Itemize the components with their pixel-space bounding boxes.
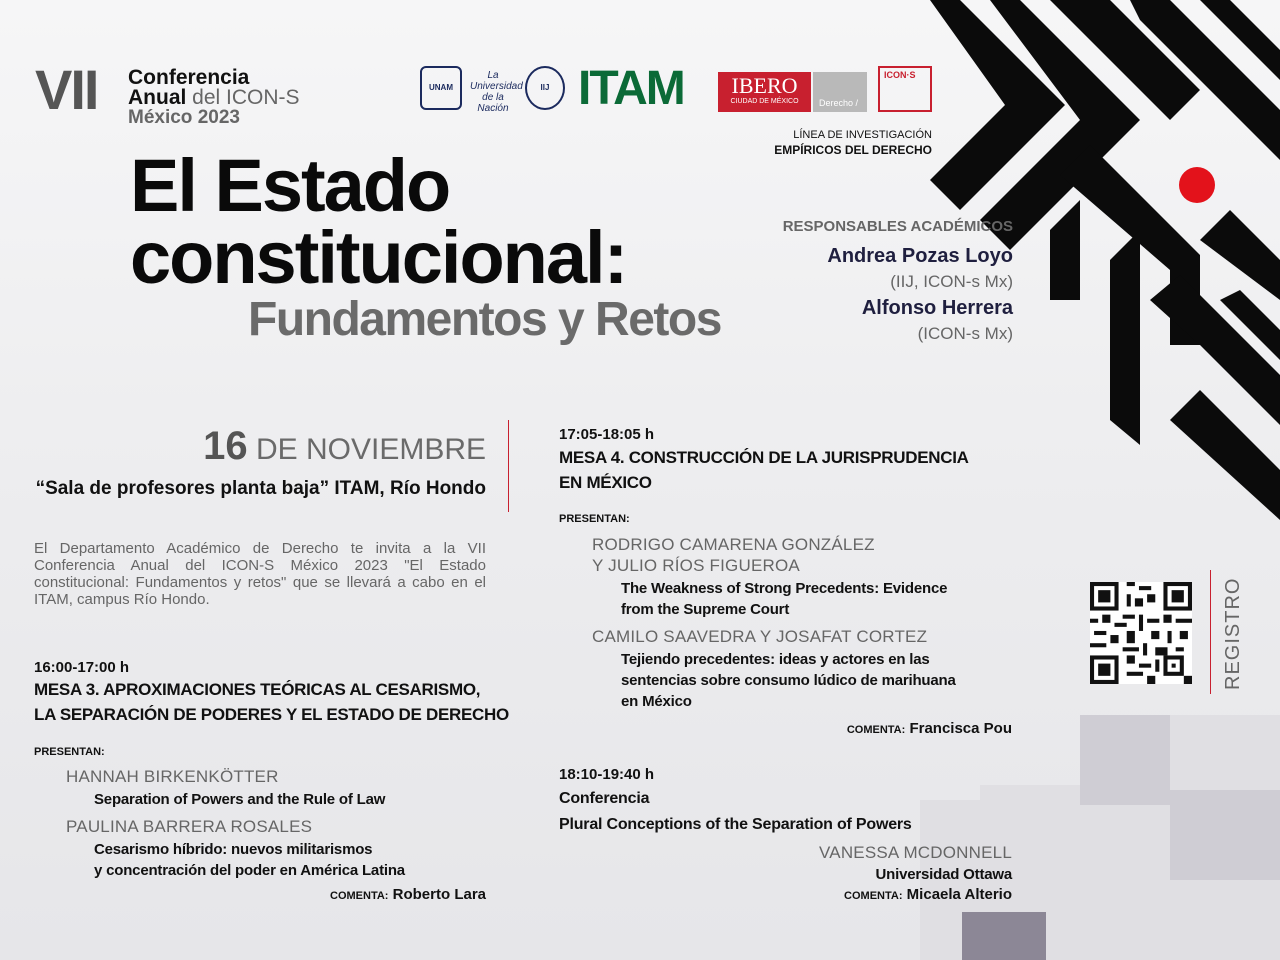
responsable-name-1: Andrea Pozas Loyo xyxy=(827,245,1013,267)
mesa4-paper-2-line2: sentencias sobre consumo lúdico de marihuana xyxy=(621,672,956,689)
mesa4-paper-1-line2: from the Supreme Court xyxy=(621,601,790,618)
qr-code-icon xyxy=(1090,582,1192,684)
mesa4-speaker-1-line1: RODRIGO CAMARENA GONZÁLEZ xyxy=(592,535,875,554)
sponsor-logos xyxy=(420,64,935,114)
responsable-affiliation-1: (IIJ, ICON-s Mx) xyxy=(890,272,1013,291)
mesa4-paper-1 xyxy=(621,578,947,620)
mesa3-paper-1: Separation of Powers and the Rule of Law xyxy=(94,791,386,808)
mesa3-paper-2-line1: Cesarismo híbrido: nuevos militarismos xyxy=(94,841,373,858)
edition-number: VII xyxy=(35,58,98,121)
mesa3-presentan: PRESENTAN: xyxy=(34,746,105,758)
mesa3-time: 16:00-17:00 h xyxy=(34,659,130,676)
conferencia-title: Plural Conceptions of the Separation of Powers xyxy=(559,816,912,833)
registration-qr-code[interactable] xyxy=(1090,582,1192,684)
event-venue: “Sala de profesores planta baja” ITAM, Río Hondo xyxy=(35,478,486,499)
research-line xyxy=(700,128,932,159)
mesa4-comenta: COMENTA: Francisca Pou xyxy=(846,720,1012,737)
conferencia-label: Conferencia xyxy=(559,790,650,807)
conference-line1: Conferencia xyxy=(128,66,250,89)
mesa4-title-line2: EN MÉXICO xyxy=(559,473,652,492)
mesa3-title-line2: LA SEPARACIÓN DE PODERES Y EL ESTADO DE DERECHO xyxy=(34,705,509,724)
icon-s-logo: ICON·S xyxy=(878,66,932,112)
conference-line2: Anual del ICON-S xyxy=(128,86,300,109)
divider-line xyxy=(508,420,509,512)
mesa3-title xyxy=(34,677,509,727)
mesa3-paper-2-line2: y concentración del poder en América Latina xyxy=(94,862,405,879)
mesa3-title-line1: MESA 3. APROXIMACIONES TEÓRICAS AL CESARISMO, xyxy=(34,680,481,699)
mesa4-time: 17:05-18:05 h xyxy=(559,426,655,443)
mesa4-presentan: PRESENTAN: xyxy=(559,513,630,525)
mesa3-paper-2 xyxy=(94,839,405,881)
title-line2: constitucional: xyxy=(130,216,627,299)
subtitle: Fundamentos y Retos xyxy=(248,293,721,346)
mesa4-speaker-2: CAMILO SAAVEDRA Y JOSAFAT CORTEZ xyxy=(592,627,928,646)
conference-name xyxy=(128,68,300,128)
universidad-del-norte-logo: La Universidad de la Nación xyxy=(470,70,523,114)
conferencia-affiliation: Universidad Ottawa xyxy=(875,866,1012,883)
responsable-affiliation-2: (ICON-s Mx) xyxy=(917,324,1013,343)
research-line-name: EMPÍRICOS DEL DERECHO xyxy=(774,143,932,157)
mesa3-comenta: COMENTA: Roberto Lara xyxy=(330,886,486,903)
derecho-logo: Derecho / xyxy=(813,72,867,112)
event-date: 16 DE NOVIEMBRE xyxy=(203,424,486,468)
mesa3-speaker-2: PAULINA BARRERA ROSALES xyxy=(66,817,313,836)
title-line1: El Estado xyxy=(130,144,450,227)
research-line-label: LÍNEA DE INVESTIGACIÓN xyxy=(793,129,932,141)
ibero-logo: IBERO CIUDAD DE MÉXICO xyxy=(718,72,811,112)
iij-unam-logo: IIJ xyxy=(525,66,565,110)
mesa4-paper-2-line1: Tejiendo precedentes: ideas y actores en las xyxy=(621,651,930,668)
mesa4-paper-1-line1: The Weakness of Strong Precedents: Evidence xyxy=(621,580,948,597)
mesa4-title xyxy=(559,445,969,495)
unam-logo: UNAM xyxy=(420,66,462,110)
invitation-text: El Departamento Académico de Derecho te invita a la VII Conferencia Anual del ICON-S México 2023 "El Estado constitucional: Fundamentos y retos" que se llevará a cabo en el ITAM, campus Río Hondo. xyxy=(34,540,486,608)
conferencia-time: 18:10-19:40 h xyxy=(559,766,655,783)
mesa4-speaker-1-line2: Y JULIO RÍOS FIGUEROA xyxy=(592,556,800,575)
mesa4-paper-2-line3: en México xyxy=(621,693,692,710)
mesa4-title-line1: MESA 4. CONSTRUCCIÓN DE LA JURISPRUDENCIA xyxy=(559,448,969,467)
mesa4-paper-2 xyxy=(621,649,956,712)
conferencia-speaker: VANESSA MCDONNELL xyxy=(819,843,1012,862)
responsable-name-2: Alfonso Herrera xyxy=(861,297,1013,319)
conferencia-comenta: COMENTA: Micaela Alterio xyxy=(844,886,1012,903)
registro-divider xyxy=(1210,570,1211,694)
responsables-heading: RESPONSABLES ACADÉMICOS xyxy=(782,218,1013,235)
conference-line3: México 2023 xyxy=(128,107,240,128)
main-title xyxy=(130,144,627,299)
itam-logo: ITAM xyxy=(578,62,684,115)
mesa4-speaker-1 xyxy=(592,534,875,576)
mesa3-speaker-1: HANNAH BIRKENKÖTTER xyxy=(66,767,279,786)
registro-label[interactable]: REGISTRO xyxy=(1222,577,1244,690)
